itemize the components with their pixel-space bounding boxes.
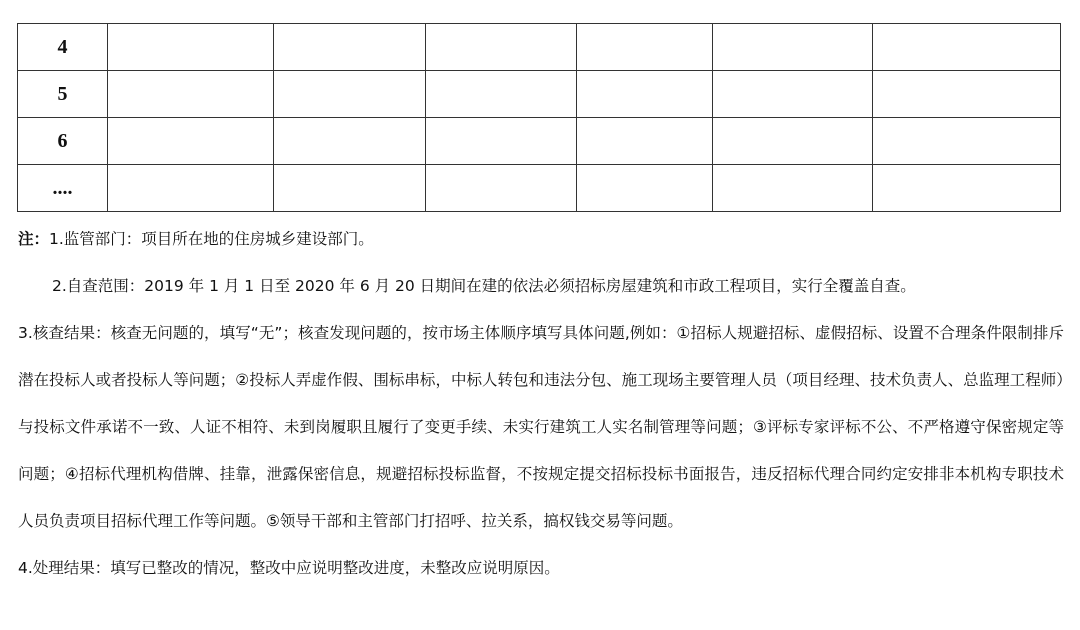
table-cell	[108, 165, 274, 212]
table-row	[18, 165, 1061, 212]
table-cell	[713, 24, 873, 71]
table-cell	[274, 118, 426, 165]
table-row	[18, 118, 1061, 165]
row-number-cell: 6	[18, 118, 108, 165]
table-cell	[577, 24, 713, 71]
row-number-cell: 5	[18, 71, 108, 118]
note-line-1	[18, 216, 1064, 263]
note-self-check-scope: 2.自查范围：2019 年 1 月 1 日至 2020 年 6 月 20 日期间在建的依法必须招标房屋建筑和市政工程项目，实行全覆盖自查。	[52, 277, 916, 295]
table-cell	[426, 118, 577, 165]
table-row	[18, 24, 1061, 71]
table-cell	[577, 71, 713, 118]
table-cell	[108, 24, 274, 71]
table-cell	[577, 165, 713, 212]
row-number-cell: 4	[18, 24, 108, 71]
table-cell	[577, 118, 713, 165]
table-cell	[426, 71, 577, 118]
table-cell	[713, 71, 873, 118]
table-cell	[873, 165, 1061, 212]
table-cell	[274, 24, 426, 71]
table-cell	[713, 165, 873, 212]
note-handling-results: 4.处理结果：填写已整改的情况，整改中应说明整改进度，未整改应说明原因。	[18, 559, 560, 577]
table-cell	[873, 118, 1061, 165]
data-table	[17, 23, 1061, 212]
table-cell	[873, 24, 1061, 71]
row-number-cell: ....	[18, 165, 108, 212]
table-cell	[713, 118, 873, 165]
table-cell	[274, 165, 426, 212]
note-supervision-dept: 1.监管部门：项目所在地的住房城乡建设部门。	[49, 230, 374, 248]
table-cell	[426, 24, 577, 71]
table-cell	[873, 71, 1061, 118]
table-cell	[274, 71, 426, 118]
table-cell	[108, 118, 274, 165]
note-label: 注：	[18, 230, 50, 248]
note-check-results: 3.核查结果：核查无问题的，填写“无”；核查发现问题的，按市场主体顺序填写具体问题,例如：①招标人规避招标、虚假招标、设置不合理条件限制排斥潜在投标人或者投标人等问题；②投标人弄虚作假、围标串标，中标人转包和违法分包、施工现场主要管理人员（项目经理、技术负责人、总监理工程师）与投标文件承诺不一致、人证不相符、未到岗履职且履行了变更手续、未实行建筑工人实名制管理等问题；③评标专家评标不公、不严格遵守保密规定等问题；④招标代理机构借牌、挂靠，泄露保密信息，规避招标投标监督，不按规定提交招标投标书面报告，违反招标代理合同约定安排非本机构专职技术人员负责项目招标代理工作等问题。⑤领导干部和主管部门打招呼、拉关系，搞权钱交易等问题。	[18, 324, 1064, 530]
table-cell	[426, 165, 577, 212]
table-cell	[108, 71, 274, 118]
table-row	[18, 71, 1061, 118]
notes-section	[18, 216, 1064, 592]
